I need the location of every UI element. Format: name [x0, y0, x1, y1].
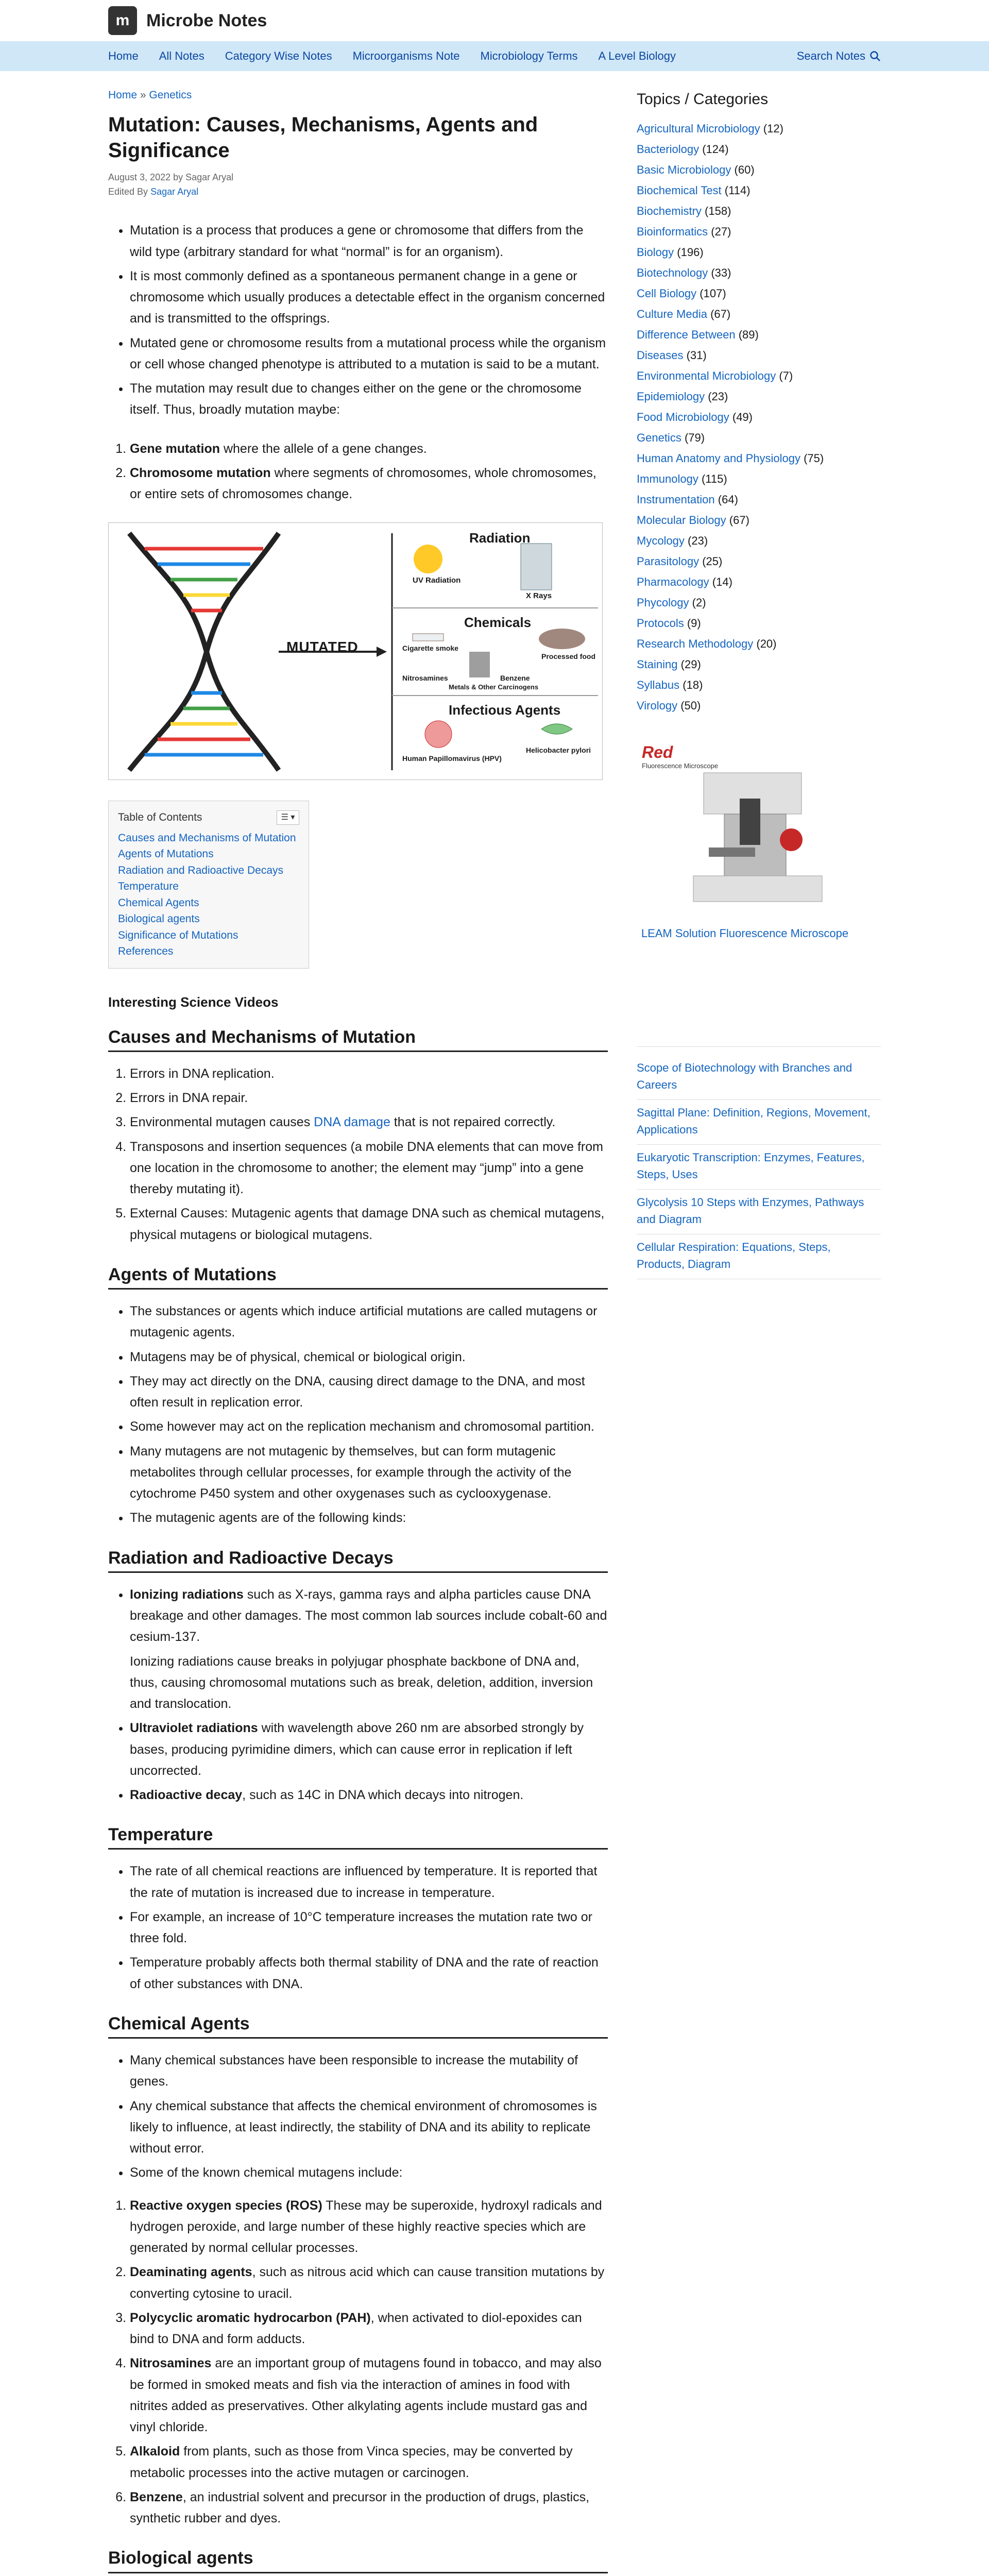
category-item — [637, 531, 881, 551]
toc-link[interactable]: Agents of Mutations — [118, 848, 214, 860]
category-count: (14) — [712, 575, 732, 589]
text-pre: Environmental mutagen causes — [130, 1115, 314, 1130]
term-desc: , an industrial solvent and precursor in the production of drugs, plastics, synthetic rubber and dyes. — [130, 2489, 590, 2526]
list-item: 1. Errors in DNA replication. — [130, 1063, 608, 1084]
category-link[interactable]: Bacteriology — [637, 142, 700, 156]
category-link[interactable]: Human Anatomy and Physiology — [637, 452, 800, 465]
category-count: (18) — [683, 679, 703, 692]
category-item — [637, 469, 881, 489]
category-count: (107) — [700, 286, 726, 300]
category-count: (29) — [680, 658, 701, 671]
list-item — [130, 438, 608, 460]
list-item: • The mutation may result due to changes either on the gene or the chromosome itself. Thus, broadly mutation maybe: — [130, 378, 608, 421]
search-notes-button[interactable] — [797, 47, 881, 65]
list-item: 4. Transposons and insertion sequences (a mobile DNA elements that can move from one location in the chromosome to another; the element may “jump” into a gene thereby mutating it). — [130, 1137, 608, 1200]
list-item — [130, 1651, 608, 1715]
term-desc: where segments of chromosomes, whole chromosomes, or entire sets of chromosomes change. — [130, 465, 596, 502]
related-post-link[interactable]: Cellular Respiration: Equations, Steps, Products, Diagram — [637, 1234, 881, 1279]
related-posts — [637, 1046, 881, 1279]
term-desc: from plants, such as those from Vinca species, may be converted by metabolic processes into the active mutagen or carcinogen. — [130, 2444, 573, 2480]
category-item — [637, 386, 881, 407]
category-item — [637, 345, 881, 366]
nav-a-level-biology[interactable]: A Level Biology — [598, 49, 676, 62]
category-count: (79) — [684, 431, 705, 444]
figure-metals-label: Metals & Other Carcinogens — [449, 683, 539, 691]
category-count: (89) — [738, 328, 759, 341]
term: Reactive oxygen species (ROS) — [130, 2198, 322, 2213]
toc-header — [118, 809, 299, 826]
list-item: • The rate of all chemical reactions are influenced by temperature. It is reported that the rate of mutation is increased due to increase in temperature. — [130, 1861, 608, 1904]
category-link[interactable]: Basic Microbiology — [637, 163, 731, 176]
category-link[interactable]: Research Methodology — [637, 637, 754, 651]
editor-link[interactable]: Sagar Aryal — [150, 186, 199, 197]
breadcrumb-separator: » — [140, 89, 146, 101]
category-item — [637, 448, 881, 469]
list-item: • Mutation is a process that produces a gene or chromosome that differs from the wild type (arbitrary standard for what “normal” is for an organism). — [130, 220, 608, 263]
page-title: Mutation: Causes, Mechanisms, Agents and Significance — [108, 113, 538, 162]
ad-subtitle: Fluorescence Microscope — [642, 762, 719, 770]
figure-infectious-label: Infectious Agents — [449, 702, 561, 718]
term: Benzene — [130, 2489, 183, 2504]
category-item — [637, 654, 881, 675]
category-link[interactable]: Environmental Microbiology — [637, 369, 776, 382]
category-count: (124) — [702, 142, 729, 156]
category-item — [637, 160, 881, 180]
category-link[interactable]: Food Microbiology — [637, 410, 729, 423]
category-item — [637, 572, 881, 592]
breadcrumb-genetics[interactable]: Genetics — [149, 89, 192, 101]
list-item — [130, 2353, 608, 2438]
category-count: (12) — [763, 122, 783, 135]
list-item: • It is most commonly defined as a spontaneous permanent change in a gene or chromosome which usually produces a detectable effect in the organism concerned and is transmitted to the offsprings. — [130, 266, 608, 330]
term: Deaminating agents — [130, 2265, 252, 2280]
category-count: (115) — [701, 472, 727, 486]
category-count: (7) — [779, 369, 793, 382]
category-item — [637, 304, 881, 325]
mutation-types-list — [108, 438, 608, 505]
figure-uv-label: UV Radiation — [413, 576, 461, 585]
category-count: (158) — [705, 204, 731, 217]
category-count: (196) — [677, 245, 704, 259]
figure-hpylori-label: Helicobacter pylori — [526, 746, 591, 755]
category-item — [637, 366, 881, 386]
category-link[interactable]: Protocols — [637, 617, 684, 630]
radiation-list — [108, 1584, 608, 1806]
related-post-link[interactable]: Scope of Biotechnology with Branches and Careers — [637, 1055, 881, 1100]
term: Alkaloid — [130, 2444, 180, 2459]
category-link[interactable]: Biochemistry — [637, 204, 702, 217]
category-count: (60) — [734, 163, 755, 176]
figure-benzene-label: Benzene — [500, 674, 530, 683]
toc-link[interactable]: Temperature — [118, 880, 179, 893]
term: Polycyclic aromatic hydrocarbon (PAH) — [130, 2310, 371, 2325]
list-item: 5. External Causes: Mutagenic agents that damage DNA such as chemical mutagens, physical mutagens or biological mutagens. — [130, 1203, 608, 1246]
category-link[interactable]: Biotechnology — [637, 266, 708, 279]
list-item — [130, 2262, 608, 2304]
category-count: (67) — [710, 307, 731, 320]
toc-title: Table of Contents — [118, 811, 202, 824]
category-item — [637, 613, 881, 634]
list-item: • Mutated gene or chromosome results from a mutational process while the organism or cell whose changed phenotype is attributed to a mutation is said to be a mutant. — [130, 333, 608, 376]
term: Nitrosamines — [130, 2356, 212, 2371]
list-item: • For example, an increase of 10°C temperature increases the mutation rate two or three fold. — [130, 1907, 608, 1950]
list-item — [130, 2308, 608, 2350]
intro-list — [108, 220, 608, 420]
list-item — [130, 1112, 608, 1133]
category-count: (20) — [756, 637, 777, 651]
category-link[interactable]: Pharmacology — [637, 575, 709, 589]
category-link[interactable]: Parasitology — [637, 555, 700, 568]
term: Chromosome mutation — [130, 465, 271, 480]
category-count: (75) — [804, 452, 824, 465]
list-item: 2. Errors in DNA repair. — [130, 1088, 608, 1109]
category-item — [637, 489, 881, 510]
list-item: • Mutagens may be of physical, chemical or biological origin. — [130, 1347, 608, 1368]
ad-brand: Red — [642, 743, 673, 762]
mutation-agents-figure — [108, 522, 603, 780]
category-item — [637, 551, 881, 572]
category-count: (9) — [687, 617, 701, 630]
related-post-link[interactable]: Glycolysis 10 Steps with Enzymes, Pathways and Diagram — [637, 1190, 881, 1234]
category-item — [637, 675, 881, 696]
category-count: (67) — [729, 514, 749, 527]
category-link[interactable]: Biology — [637, 245, 674, 259]
category-link[interactable]: Cell Biology — [637, 286, 697, 300]
term: Radioactive decay — [130, 1788, 243, 1803]
table-of-contents — [108, 801, 309, 969]
site-header — [0, 0, 989, 41]
list-item: • Any chemical substance that affects the chemical environment of chromosomes is likely to influence, at least indirectly, the stability of DNA and its ability to replicate without error. — [130, 2096, 608, 2160]
list-item: • They may act directly on the DNA, causing direct damage to the DNA, and most often result in replication error. — [130, 1371, 608, 1414]
category-count: (33) — [711, 266, 731, 279]
category-link[interactable]: Genetics — [637, 431, 681, 444]
list-item: • Temperature probably affects both thermal stability of DNA and the rate of reaction of other substances with DNA. — [130, 1952, 608, 1995]
category-link[interactable]: Syllabus — [637, 679, 680, 692]
list-item — [130, 2487, 608, 2530]
nav-microbiology-terms[interactable]: Microbiology Terms — [480, 49, 578, 62]
term-desc: where the allele of a gene changes. — [220, 441, 427, 456]
section-heading-radiation: Radiation and Radioactive Decays — [108, 1547, 608, 1573]
list-item: • Some of the known chemical mutagens include: — [130, 2162, 608, 2183]
microscope-icon — [637, 737, 853, 922]
list-item: • Many chemical substances have been responsible to increase the mutability of genes. — [130, 2050, 608, 2093]
figure-center-label: MUTATED — [286, 639, 359, 655]
section-heading-chemical: Chemical Agents — [108, 2012, 608, 2039]
category-item — [637, 180, 881, 201]
term: Ionizing radiations — [130, 1587, 244, 1602]
category-item — [637, 139, 881, 160]
search-notes-label: Search Notes — [796, 49, 865, 62]
term-desc: are an important group of mutagens found in tobacco, and may also be formed in smoked meats and fish via the interaction of amines in food with nitrites added as preservatives. Other alkylating agents include mustard gas and vinyl chloride. — [130, 2356, 602, 2435]
list-item — [130, 2195, 608, 2259]
category-item — [637, 592, 881, 613]
list-item: • Many mutagens are not mutagenic by themselves, but can form mutagenic metabolites through cellular processes, for example through the activity of the cytochrome P450 system and other oxygenases such as cyclooxygenase. — [130, 1441, 608, 1505]
category-link[interactable]: Culture Media — [637, 307, 707, 320]
list-item — [130, 463, 608, 505]
toc-link[interactable]: Chemical Agents — [118, 896, 199, 909]
category-item — [637, 222, 881, 242]
edited-by — [108, 184, 608, 200]
nav-home[interactable]: Home — [108, 49, 139, 62]
nav-all-notes[interactable]: All Notes — [159, 49, 204, 62]
section-heading-temperature: Temperature — [108, 1823, 608, 1850]
section-heading-causes: Causes and Mechanisms of Mutation — [108, 1026, 608, 1052]
list-item — [130, 1718, 608, 1782]
category-link[interactable]: Epidemiology — [637, 389, 705, 403]
category-link[interactable]: Virology — [637, 699, 678, 713]
category-link[interactable]: Biochemical Test — [637, 183, 722, 197]
term: Gene mutation — [130, 441, 220, 456]
main-nav — [0, 41, 989, 71]
list-item: • Some however may act on the replication mechanism and chromosomal partition. — [130, 1416, 608, 1437]
toc-link[interactable]: Biological agents — [118, 913, 200, 925]
toc-link[interactable]: Significance of Mutations — [118, 929, 238, 941]
category-item — [637, 242, 881, 263]
figure-chemicals-label: Chemicals — [464, 615, 532, 631]
sidebar-title: Topics / Categories — [637, 91, 769, 108]
section-heading-biological: Biological agents — [108, 2547, 608, 2573]
edited-by-label: Edited By — [108, 186, 148, 197]
section-heading-agents: Agents of Mutations — [108, 1263, 608, 1290]
list-item — [130, 1785, 608, 1806]
site-logo-icon[interactable]: m — [108, 6, 137, 35]
toc-toggle-button[interactable]: ☰ ▾ — [277, 810, 299, 825]
list-item: • The substances or agents which induce artificial mutations are called mutagens or mutagenic agents. — [130, 1301, 608, 1344]
category-link[interactable]: Bioinformatics — [637, 225, 708, 238]
term-desc: with wavelength above 260 nm are absorbed strongly by bases, producing pyrimidine dimers, which can cause error in replication if left uncorrected. — [130, 1721, 584, 1778]
category-item — [637, 283, 881, 304]
category-item — [637, 263, 881, 283]
list-item — [130, 1584, 608, 1648]
chemical-list — [108, 2050, 608, 2184]
category-count: (23) — [688, 534, 708, 548]
category-count: (2) — [692, 596, 706, 609]
category-link[interactable]: Difference Between — [637, 328, 736, 341]
figure-radiation-label: Radiation — [469, 530, 531, 546]
category-item — [637, 634, 881, 654]
category-count: (27) — [711, 225, 731, 238]
category-link[interactable]: Staining — [637, 658, 678, 671]
category-link[interactable]: Instrumentation — [637, 493, 715, 506]
causes-list — [108, 1063, 608, 1246]
toc-link[interactable]: Causes and Mechanisms of Mutation — [118, 832, 296, 844]
figure-cigarette-label: Cigarette smoke — [402, 644, 458, 653]
site-name[interactable]: Microbe Notes — [146, 10, 267, 30]
figure-hpv-label: Human Papillomavirus (HPV) — [402, 754, 502, 763]
category-count: (50) — [680, 699, 701, 713]
category-count: (31) — [686, 348, 707, 362]
figure-processed-food-label: Processed food — [541, 652, 596, 661]
category-item — [637, 325, 881, 345]
category-item — [637, 428, 881, 448]
term: Ultraviolet radiations — [130, 1721, 258, 1736]
category-item — [637, 118, 881, 139]
related-post-link[interactable]: Eukaryotic Transcription: Enzymes, Features, Steps, Uses — [637, 1145, 881, 1190]
ad-caption[interactable]: LEAM Solution Fluorescence Microscope — [641, 927, 849, 940]
related-post-link[interactable]: Sagittal Plane: Definition, Regions, Movement, Applications — [637, 1100, 881, 1145]
category-count: (64) — [718, 493, 738, 506]
category-count: (114) — [724, 183, 751, 197]
category-link[interactable]: Agricultural Microbiology — [637, 122, 760, 135]
category-count: (25) — [702, 555, 723, 568]
breadcrumb — [108, 87, 608, 105]
toc-link[interactable]: References — [118, 945, 174, 958]
list-item: • The mutagenic agents are of the following kinds: — [130, 1507, 608, 1529]
term-desc: , when activated to diol-epoxides can bind to DNA and form adducts. — [130, 2310, 582, 2347]
figure-xray-label: X Rays — [526, 591, 552, 601]
nav-category-wise-notes[interactable]: Category Wise Notes — [225, 49, 332, 62]
category-link[interactable]: Mycology — [637, 534, 685, 548]
article — [108, 87, 608, 2576]
category-count: (49) — [732, 410, 753, 423]
category-link[interactable]: Molecular Biology — [637, 514, 726, 527]
post-meta: August 3, 2022 by Sagar Aryal — [108, 172, 234, 182]
category-item — [637, 201, 881, 222]
term-desc: such as X-rays, gamma rays and alpha particles cause DNA breakage and other damages. The most common lab sources include cobalt-60 and cesium-137. — [130, 1587, 607, 1645]
dna-damage-link[interactable]: DNA damage — [314, 1115, 390, 1130]
agents-list — [108, 1301, 608, 1529]
temperature-list — [108, 1861, 608, 1995]
microscope-image — [637, 737, 853, 922]
category-link[interactable]: Immunology — [637, 472, 698, 486]
category-count: (23) — [708, 389, 728, 403]
category-item — [637, 696, 881, 716]
breadcrumb-home[interactable]: Home — [108, 89, 138, 101]
term-desc: , such as 14C in DNA which decays into nitrogen. — [242, 1788, 524, 1803]
sidebar — [637, 87, 881, 2576]
category-item — [637, 407, 881, 428]
text-post: that is not repaired correctly. — [390, 1115, 556, 1130]
category-list — [637, 118, 881, 717]
term-desc: Ionizing radiations cause breaks in polyjugar phosphate backbone of DNA and, thus, causing chromosomal mutations such as break, deletion, addition, inversion and translocation. — [130, 1654, 593, 1711]
videos-heading: Interesting Science Videos — [108, 994, 279, 1010]
ad-widget[interactable] — [637, 737, 853, 943]
category-link[interactable]: Diseases — [637, 348, 684, 362]
list-item — [130, 2441, 608, 2484]
search-icon — [869, 50, 881, 62]
figure-nitrosamines-label: Nitrosamines — [402, 674, 448, 683]
toc-link[interactable]: Radiation and Radioactive Decays — [118, 864, 284, 876]
chemical-mutagens-list — [108, 2195, 608, 2530]
nav-microorganisms-note[interactable]: Microorganisms Note — [352, 49, 460, 62]
term-desc: , such as nitrous acid which can cause transition mutations by converting cytosine to uracil. — [130, 2265, 605, 2301]
category-item — [637, 510, 881, 531]
term-desc: These may be superoxide, hydroxyl radicals and hydrogen peroxide, and large number of these highly reactive species which are generated by normal cellular processes. — [130, 2198, 602, 2256]
category-link[interactable]: Phycology — [637, 596, 689, 609]
